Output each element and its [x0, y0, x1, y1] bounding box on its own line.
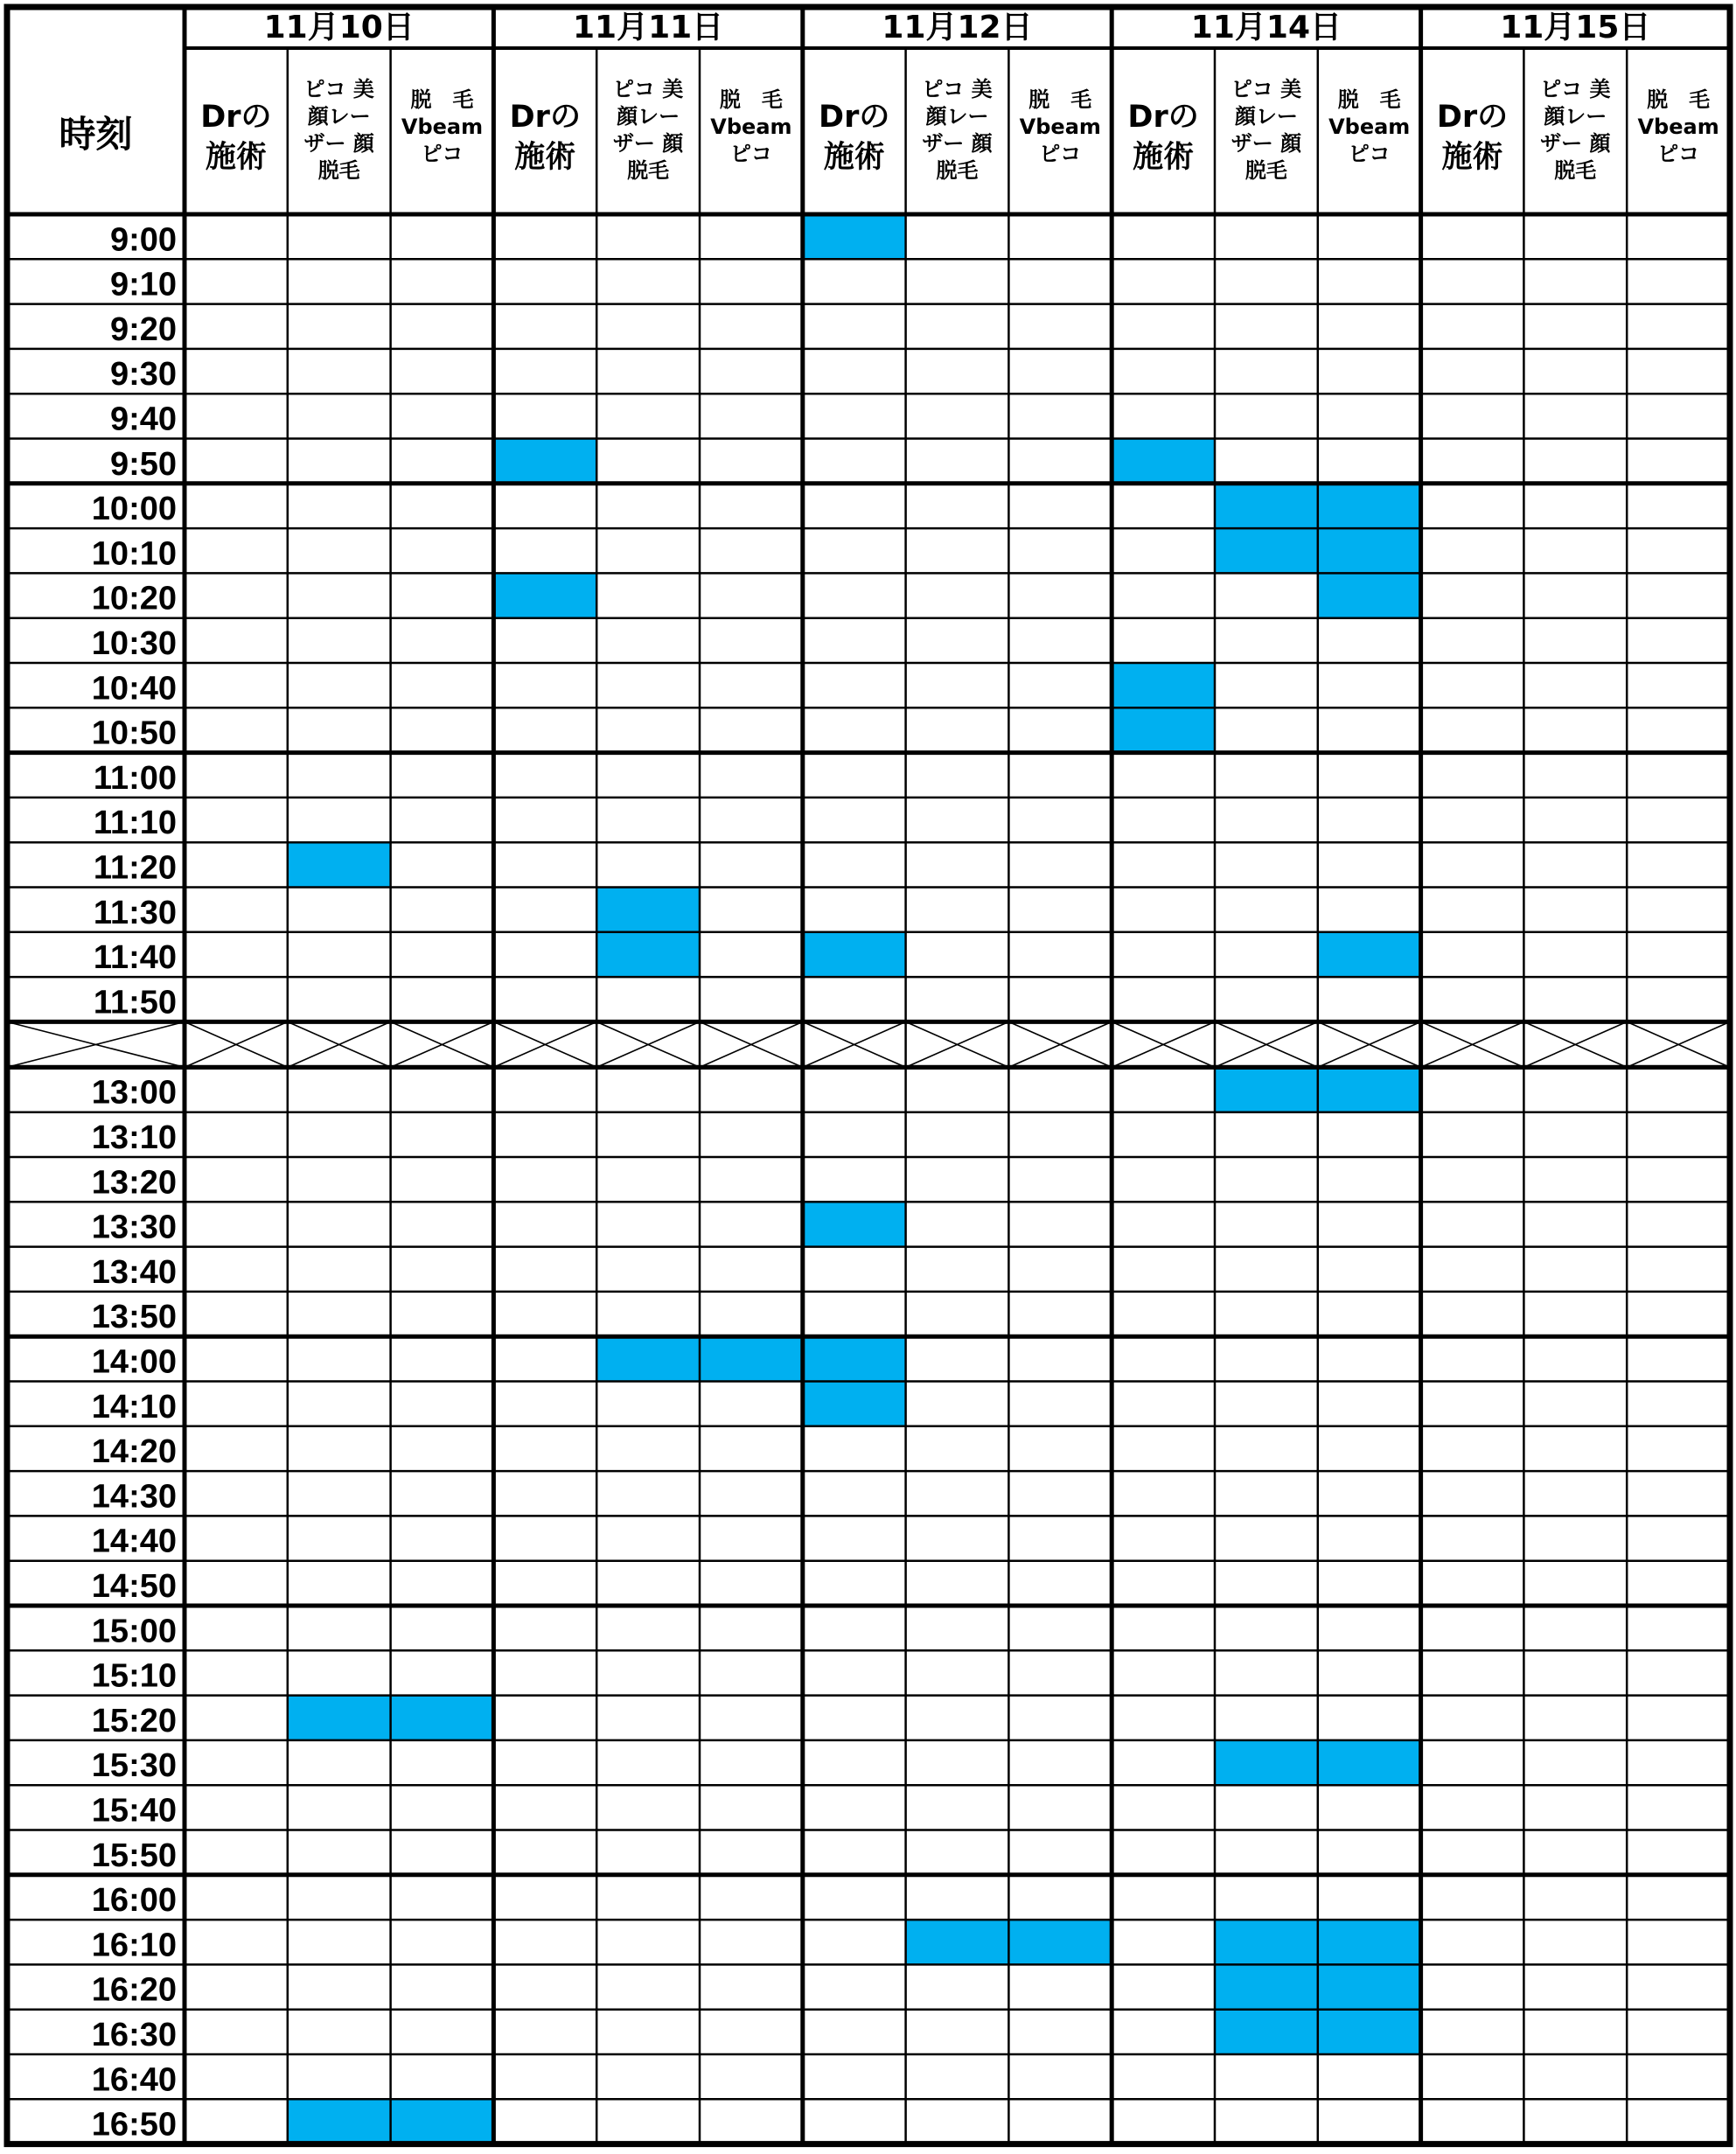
column-header-line: 施術 — [205, 140, 267, 175]
booked-cell[interactable] — [288, 842, 391, 887]
time-label: 16:30 — [91, 2017, 177, 2053]
booked-cell[interactable] — [1318, 2010, 1421, 2054]
column-header-line: ザー 顔 — [612, 131, 684, 156]
column-header-line: ザー 顔 — [303, 131, 374, 156]
column-header-line: 顔レー — [1234, 104, 1298, 129]
booked-cell[interactable] — [1215, 484, 1318, 528]
column-header-line: 顔レー — [1544, 104, 1607, 129]
booked-cell[interactable] — [700, 1336, 803, 1381]
time-label: 14:50 — [91, 1568, 177, 1605]
column-header-line: ピコ — [729, 142, 772, 166]
time-label: 11:30 — [93, 894, 177, 931]
booked-cell[interactable] — [1008, 1920, 1112, 1964]
time-label: 10:50 — [91, 715, 177, 752]
column-header-line: ピコ — [421, 142, 464, 166]
time-label: 15:00 — [91, 1613, 177, 1650]
booked-cell[interactable] — [288, 1696, 391, 1740]
booked-cell[interactable] — [1318, 1740, 1421, 1785]
time-label: 11:40 — [93, 939, 177, 977]
column-header-line: 施術 — [1441, 140, 1503, 175]
booked-cell[interactable] — [803, 932, 906, 977]
column-header-line: ザー 顔 — [1540, 131, 1611, 156]
time-label: 9:30 — [109, 356, 177, 394]
time-label: 10:20 — [91, 580, 177, 617]
time-label: 9:20 — [109, 310, 177, 348]
time-label: 9:10 — [109, 266, 177, 303]
column-header-line: 脱毛 — [317, 158, 360, 183]
time-label: 15:50 — [91, 1837, 177, 1874]
time-label: 10:30 — [91, 625, 177, 662]
time-label: 14:10 — [91, 1388, 177, 1426]
booked-cell[interactable] — [803, 1202, 906, 1246]
time-label: 16:40 — [91, 2061, 177, 2099]
column-header-line: 施術 — [514, 140, 576, 175]
column-header-line: Drの — [819, 100, 890, 135]
column-header-line: 脱 毛 — [410, 87, 474, 112]
column-header-line: ピコ 美 — [1540, 77, 1611, 101]
date-header: 11月12日 — [882, 10, 1033, 45]
booked-cell[interactable] — [288, 2099, 391, 2144]
time-label: 9:40 — [109, 401, 177, 438]
booked-cell[interactable] — [1215, 2010, 1318, 2054]
column-header-line: 脱毛 — [936, 158, 979, 183]
time-label: 15:10 — [91, 1657, 177, 1695]
column-header-line: ザー 顔 — [1231, 131, 1302, 156]
column-header-line: 脱毛 — [1554, 158, 1597, 183]
time-label: 14:30 — [91, 1478, 177, 1516]
time-label: 16:10 — [91, 1927, 177, 1964]
column-header-line: 脱毛 — [627, 158, 670, 183]
time-label: 9:00 — [109, 221, 177, 259]
booked-cell[interactable] — [391, 1696, 494, 1740]
column-header-line: ピコ — [1657, 142, 1700, 166]
time-label: 10:40 — [91, 670, 177, 708]
time-label: 10:00 — [91, 491, 177, 528]
time-label: 14:40 — [91, 1523, 177, 1560]
column-header-line: 脱毛 — [1244, 158, 1287, 183]
booked-cell[interactable] — [1112, 708, 1215, 752]
time-label: 13:30 — [91, 1209, 177, 1246]
time-label: 16:50 — [91, 2106, 177, 2144]
time-label: 11:50 — [93, 984, 177, 1021]
booked-cell[interactable] — [1318, 1067, 1421, 1112]
time-label: 11:10 — [93, 805, 177, 842]
column-header-line: Vbeam — [1019, 115, 1101, 139]
column-header-line: Vbeam — [710, 115, 792, 139]
column-header-line: ピコ — [1039, 142, 1082, 166]
time-label: 10:10 — [91, 535, 177, 573]
column-header-line: 脱 毛 — [719, 87, 783, 112]
time-label: 15:30 — [91, 1747, 177, 1785]
booked-cell[interactable] — [1318, 932, 1421, 977]
booked-cell[interactable] — [1318, 1920, 1421, 1964]
time-label: 9:50 — [109, 445, 177, 483]
booked-cell[interactable] — [1112, 439, 1215, 484]
date-header: 11月14日 — [1190, 10, 1342, 45]
booked-cell[interactable] — [596, 1336, 700, 1381]
time-label: 15:20 — [91, 1702, 177, 1739]
column-header-line: Drの — [509, 100, 581, 135]
time-label: 13:00 — [91, 1074, 177, 1112]
column-header-line: ピコ 美 — [612, 77, 684, 101]
column-header-line: Drの — [1127, 100, 1199, 135]
booked-cell[interactable] — [596, 932, 700, 977]
booked-cell[interactable] — [803, 214, 906, 259]
column-header-line: 顔レー — [925, 104, 989, 129]
booked-cell[interactable] — [596, 888, 700, 932]
time-label: 13:10 — [91, 1119, 177, 1156]
booked-cell[interactable] — [803, 1336, 906, 1381]
column-header-line: Vbeam — [1328, 115, 1411, 139]
column-header-line: 顔レー — [617, 104, 680, 129]
time-label: 13:20 — [91, 1164, 177, 1202]
column-header-line: Vbeam — [1637, 115, 1719, 139]
column-header-line: 脱 毛 — [1028, 87, 1092, 112]
booked-cell[interactable] — [1215, 1920, 1318, 1964]
column-header-line: 顔レー — [307, 104, 371, 129]
column-header-line: ピコ 美 — [922, 77, 993, 101]
time-label: 13:40 — [91, 1253, 177, 1291]
booked-cell[interactable] — [1215, 1067, 1318, 1112]
booked-cell[interactable] — [1215, 1740, 1318, 1785]
column-header-line: 施術 — [1133, 140, 1195, 175]
booked-cell[interactable] — [1318, 528, 1421, 573]
booked-cell[interactable] — [493, 439, 596, 484]
time-label: 14:00 — [91, 1343, 177, 1381]
column-header-line: 脱 毛 — [1647, 87, 1711, 112]
booked-cell[interactable] — [1318, 484, 1421, 528]
booked-cell[interactable] — [1112, 663, 1215, 708]
date-header: 11月15日 — [1500, 10, 1651, 45]
time-label: 14:20 — [91, 1433, 177, 1471]
time-header: 時刻 — [59, 113, 133, 156]
booked-cell[interactable] — [1215, 1964, 1318, 2009]
time-label: 15:40 — [91, 1792, 177, 1830]
column-header-line: Drの — [1436, 100, 1509, 135]
column-header-line: Drの — [200, 100, 272, 135]
booked-cell[interactable] — [391, 2099, 494, 2144]
date-header: 11月10日 — [263, 10, 415, 45]
time-label: 13:50 — [91, 1299, 177, 1336]
date-header: 11月11日 — [572, 10, 724, 45]
column-header-line: ザー 顔 — [922, 131, 993, 156]
column-header-line: Vbeam — [401, 115, 484, 139]
column-header-line: ピコ 美 — [303, 77, 374, 101]
booked-cell[interactable] — [803, 1382, 906, 1426]
time-label: 11:00 — [93, 759, 177, 797]
time-label: 16:00 — [91, 1882, 177, 1920]
time-label: 16:20 — [91, 1971, 177, 2009]
column-header-line: 脱 毛 — [1337, 87, 1401, 112]
column-header-line: 施術 — [823, 140, 885, 175]
booked-cell[interactable] — [906, 1920, 1009, 1964]
booked-cell[interactable] — [1215, 528, 1318, 573]
time-label: 11:20 — [93, 849, 177, 887]
column-header-line: ピコ 美 — [1231, 77, 1302, 101]
column-header-line: ピコ — [1348, 142, 1391, 166]
booked-cell[interactable] — [1318, 1964, 1421, 2009]
booked-cell[interactable] — [493, 573, 596, 617]
booked-cell[interactable] — [1318, 573, 1421, 617]
